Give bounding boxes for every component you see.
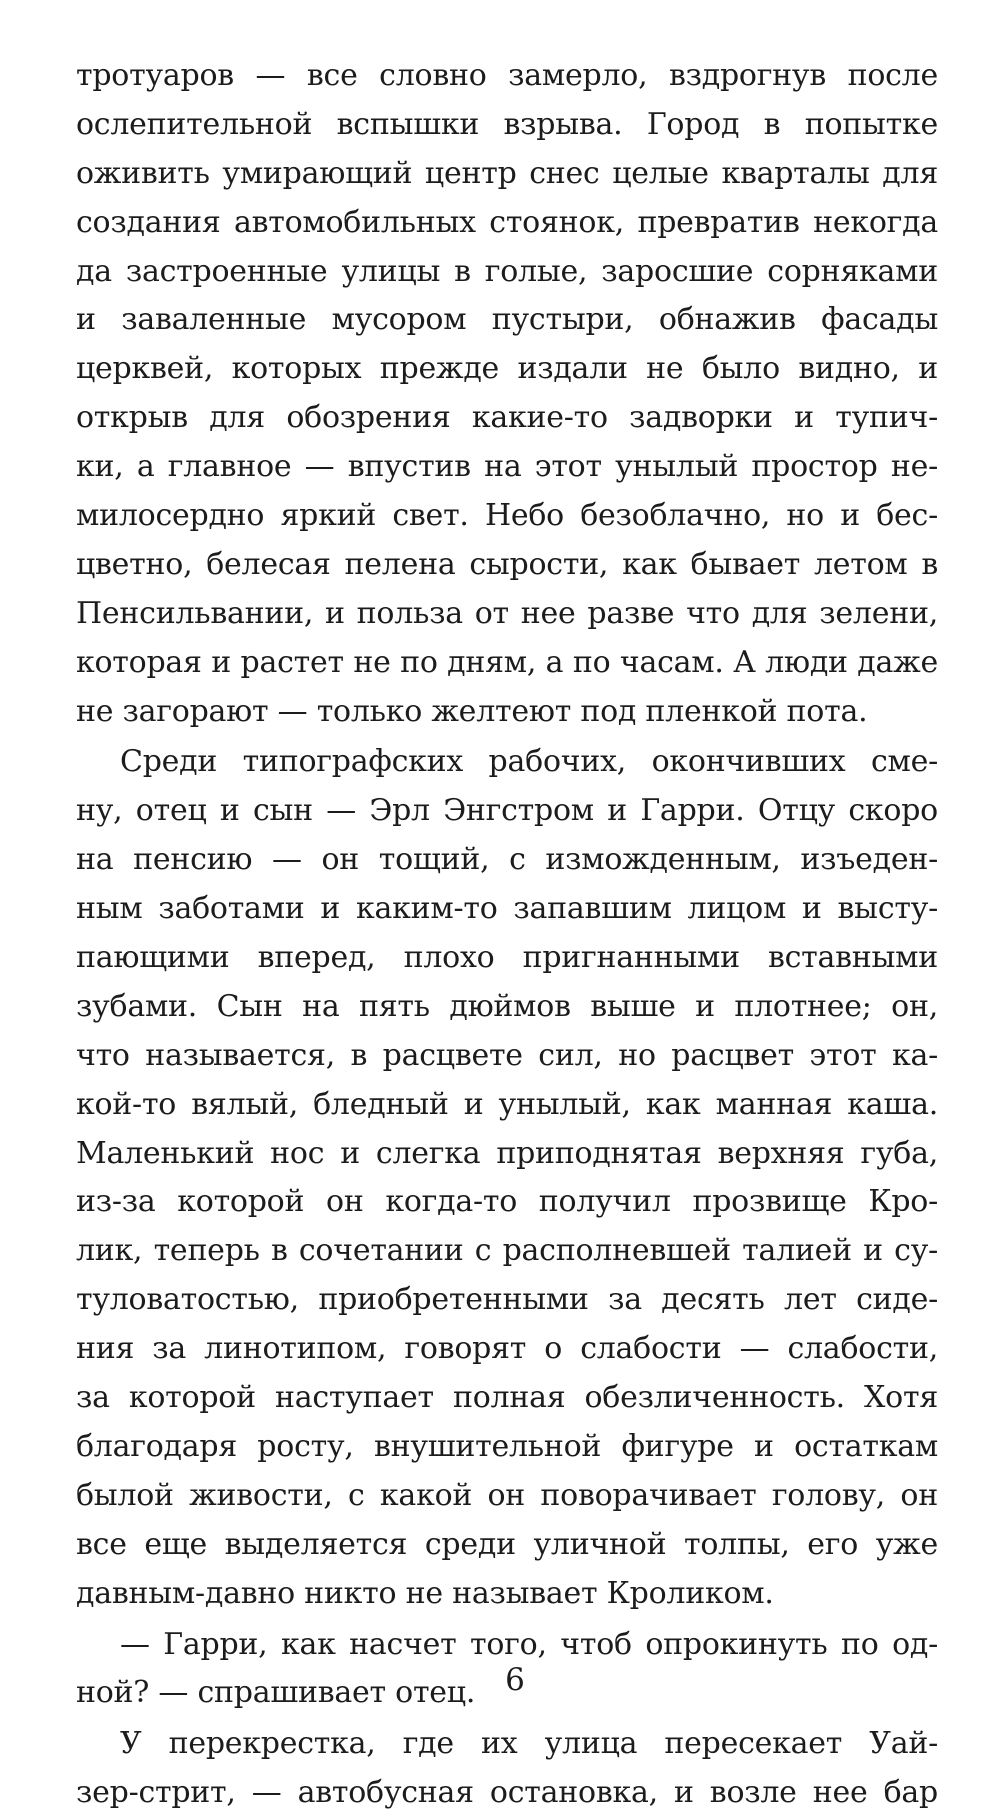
text-line: зубами. Сын на пять дюймов выше и плотнее; он, [76,988,938,1024]
text-line: милосердно яркий свет. Небо безоблачно, но и бес- [76,498,938,534]
text-line: на пенсию — он тощий, с изможденным, изъеден- [76,842,938,878]
text-line: У перекрестка, где их улица пересекает Уай- [120,1726,938,1762]
text-line: туловатостью, приобретенными за десять лет сиде- [76,1282,938,1318]
text-line: зер-стрит, — автобусная остановка, и возле нее бар [76,1775,938,1811]
text-line: пающими вперед, плохо пригнанными вставными [76,940,938,976]
text-line: ну, отец и сын — Эрл Энгстром и Гарри. Отцу скоро [76,793,938,829]
text-line: и заваленные мусором пустыри, обнажив фасады [76,302,938,338]
text-line: да застроенные улицы в голые, заросшие сорняками [76,253,938,289]
text-line: Маленький нос и слегка приподнятая верхняя губа, [76,1135,938,1171]
page-body [76,52,938,1818]
text-line: — Гарри, как насчет того, чтоб опрокинуть по од- [120,1626,938,1662]
text-line: благодаря росту, внушительной фигуре и остаткам [76,1428,938,1464]
text-line: Среди типографских рабочих, окончивших сме- [120,744,938,780]
text-line: ным заботами и каким-то запавшим лицом и высту- [76,891,938,927]
text-line: цветно, белесая пелена сырости, как бывает летом в [76,546,938,582]
text-line: что называется, в расцвете сил, но расцвет этот ка- [76,1037,938,1073]
text-line: ния за линотипом, говорят о слабости — слабости, [76,1331,938,1367]
text-line: кой-то вялый, бледный и унылый, как манная каша. [76,1086,938,1122]
text-line: былой живости, с какой он поворачивает голову, он [76,1477,938,1513]
text-line: церквей, которых прежде издали не было видно, и [76,351,938,387]
text-line: из-за которой он когда-то получил прозвище Кро- [76,1184,938,1220]
text-line: открыв для обозрения какие-то задворки и тупич- [76,400,938,436]
text-line: давным-давно никто не называет Кроликом. [76,1575,774,1611]
text-line: оживить умирающий центр снес целые кварталы для [76,155,938,191]
text-line: тротуаров — все словно замерло, вздрогнув после [76,58,938,93]
paragraph-2 [76,738,938,1618]
text-line: создания автомобильных стоянок, превратив некогда [76,204,938,240]
text-line: за которой наступает полная обезличенность. Хотя [76,1380,938,1416]
text-line: лик, теперь в сочетании с располневшей талией и су- [76,1233,938,1269]
text-line: ослепительной вспышки взрыва. Город в попытке [76,106,938,142]
text-line: которая и растет не по дням, а по часам. А люди даже [76,644,938,680]
paragraph-4 [76,1720,938,1818]
text-line: ки, а главное — впустив на этот унылый простор не- [76,449,938,485]
page-number: 6 [505,1662,525,1698]
paragraph-1 [76,52,938,736]
text-line: ной? — спрашивает отец. [76,1675,476,1711]
text-line: все еще выделяется среди уличной толпы, его уже [76,1526,938,1562]
text-line: не загорают — только желтеют под пленкой пота. [76,693,868,729]
text-line: Пенсильвании, и польза от нее разве что для зелени, [76,595,938,631]
